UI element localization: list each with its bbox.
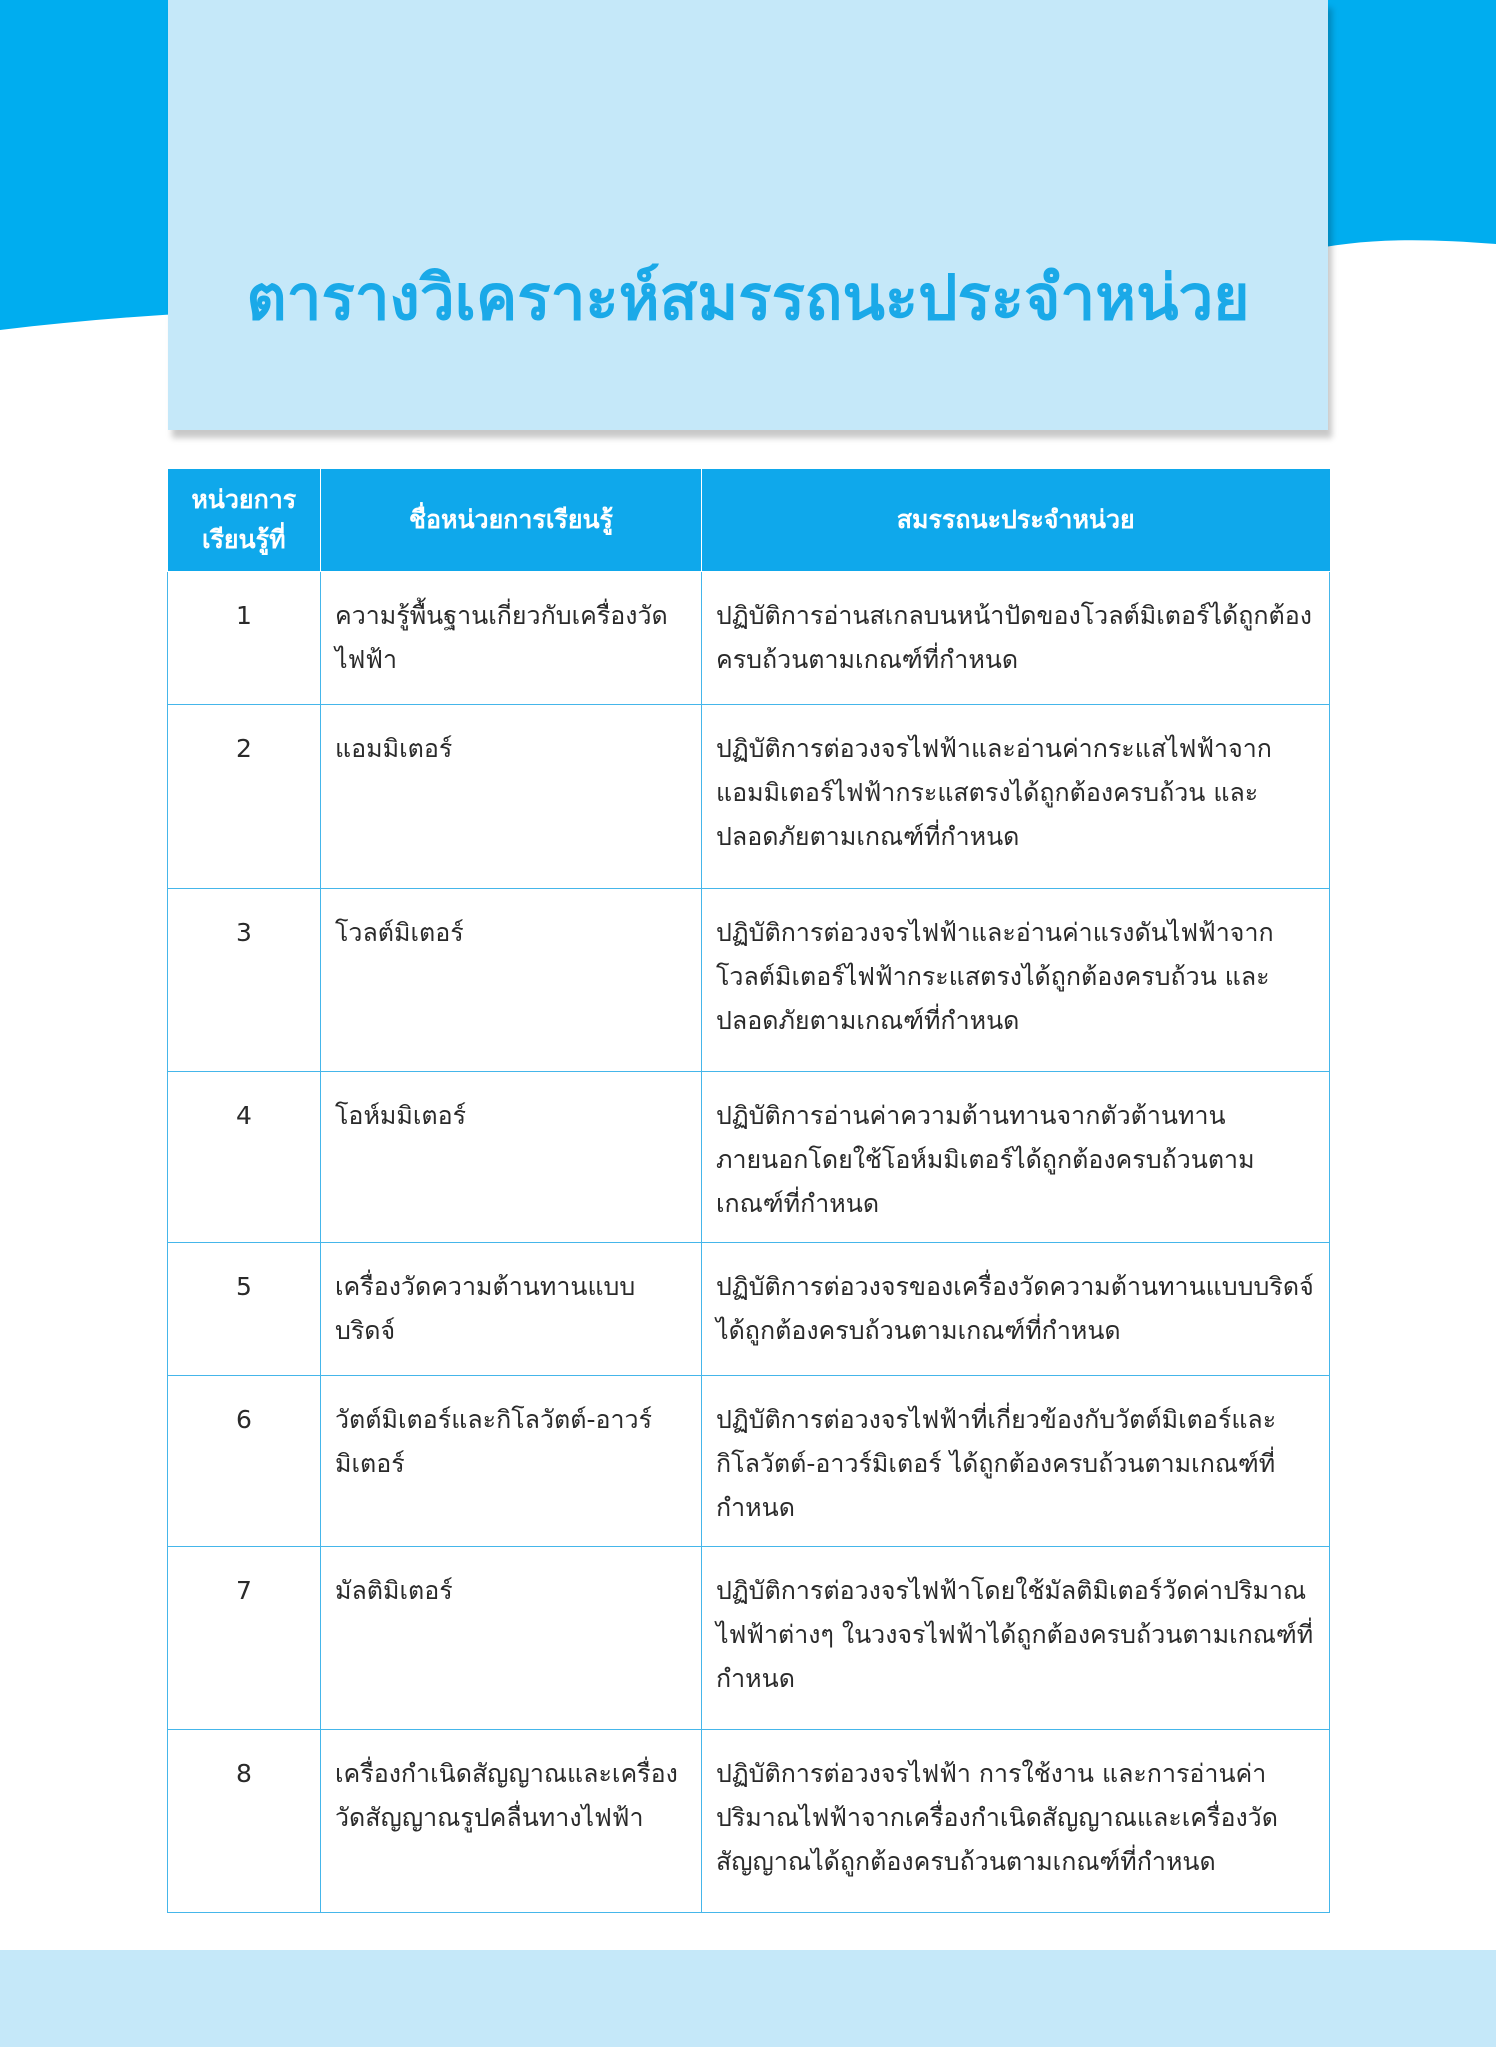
unit-number: 2	[168, 705, 321, 889]
table-row	[168, 1072, 1330, 1243]
unit-competency: ปฏิบัติการต่อวงจรไฟฟ้าโดยใช้มัลติมิเตอร์วัดค่าปริมาณไฟฟ้าต่างๆ ในวงจรไฟฟ้าได้ถูกต้องครบถ้วนตามเกณฑ์ที่กำหนด	[702, 1547, 1330, 1730]
unit-number: 3	[168, 889, 321, 1072]
unit-number: 8	[168, 1730, 321, 1913]
header-unit-number: หน่วยการเรียนรู้ที่	[168, 469, 321, 572]
unit-number: 7	[168, 1547, 321, 1730]
footer-band	[0, 1950, 1496, 2047]
unit-name: แอมมิเตอร์	[321, 705, 702, 889]
unit-competency: ปฏิบัติการต่อวงจรไฟฟ้าที่เกี่ยวข้องกับวัตต์มิเตอร์และกิโลวัตต์-อาวร์มิเตอร์ ได้ถูกต้องครบถ้วนตามเกณฑ์ที่กำหนด	[702, 1376, 1330, 1547]
unit-number: 6	[168, 1376, 321, 1547]
title-card	[168, 0, 1328, 430]
unit-name: เครื่องกำเนิดสัญญาณและเครื่องวัดสัญญาณรูปคลื่นทางไฟฟ้า	[321, 1730, 702, 1913]
table-row	[168, 1243, 1330, 1376]
unit-name: มัลติมิเตอร์	[321, 1547, 702, 1730]
unit-competency: ปฏิบัติการต่อวงจรไฟฟ้าและอ่านค่าแรงดันไฟฟ้าจากโวลต์มิเตอร์ไฟฟ้ากระแสตรงได้ถูกต้องครบถ้วน และปลอดภัยตามเกณฑ์ที่กำหนด	[702, 889, 1330, 1072]
unit-number: 5	[168, 1243, 321, 1376]
unit-competency: ปฏิบัติการอ่านค่าความต้านทานจากตัวต้านทานภายนอกโดยใช้โอห์มมิเตอร์ได้ถูกต้องครบถ้วนตามเกณฑ์ที่กำหนด	[702, 1072, 1330, 1243]
unit-name: โอห์มมิเตอร์	[321, 1072, 702, 1243]
table-row	[168, 1730, 1330, 1913]
header-unit-competency: สมรรถนะประจำหน่วย	[702, 469, 1330, 572]
unit-competency: ปฏิบัติการอ่านสเกลบนหน้าปัดของโวลต์มิเตอร์ได้ถูกต้องครบถ้วนตามเกณฑ์ที่กำหนด	[702, 572, 1330, 705]
table-row	[168, 1376, 1330, 1547]
competency-table	[167, 469, 1330, 1913]
unit-competency: ปฏิบัติการต่อวงจรไฟฟ้าและอ่านค่ากระแสไฟฟ้าจากแอมมิเตอร์ไฟฟ้ากระแสตรงได้ถูกต้องครบถ้วน และปลอดภัยตามเกณฑ์ที่กำหนด	[702, 705, 1330, 889]
table-row	[168, 1547, 1330, 1730]
page-title: ตารางวิเคราะห์สมรรถนะประจำหน่วย	[246, 261, 1250, 334]
unit-name: โวลต์มิเตอร์	[321, 889, 702, 1072]
table-row	[168, 705, 1330, 889]
unit-name: วัตต์มิเตอร์และกิโลวัตต์-อาวร์มิเตอร์	[321, 1376, 702, 1547]
unit-number: 1	[168, 572, 321, 705]
unit-competency: ปฏิบัติการต่อวงจรไฟฟ้า การใช้งาน และการอ่านค่าปริมาณไฟฟ้าจากเครื่องกำเนิดสัญญาณและเครื่องวัดสัญญาณได้ถูกต้องครบถ้วนตามเกณฑ์ที่กำหนด	[702, 1730, 1330, 1913]
table-row	[168, 572, 1330, 705]
table-row	[168, 889, 1330, 1072]
unit-number: 4	[168, 1072, 321, 1243]
unit-name: เครื่องวัดความต้านทานแบบบริดจ์	[321, 1243, 702, 1376]
unit-competency: ปฏิบัติการต่อวงจรของเครื่องวัดความต้านทานแบบบริดจ์ ได้ถูกต้องครบถ้วนตามเกณฑ์ที่กำหนด	[702, 1243, 1330, 1376]
table-header-row	[168, 469, 1330, 572]
unit-name: ความรู้พื้นฐานเกี่ยวกับเครื่องวัดไฟฟ้า	[321, 572, 702, 705]
competency-table-container	[167, 469, 1329, 1913]
header-unit-name: ชื่อหน่วยการเรียนรู้	[321, 469, 702, 572]
